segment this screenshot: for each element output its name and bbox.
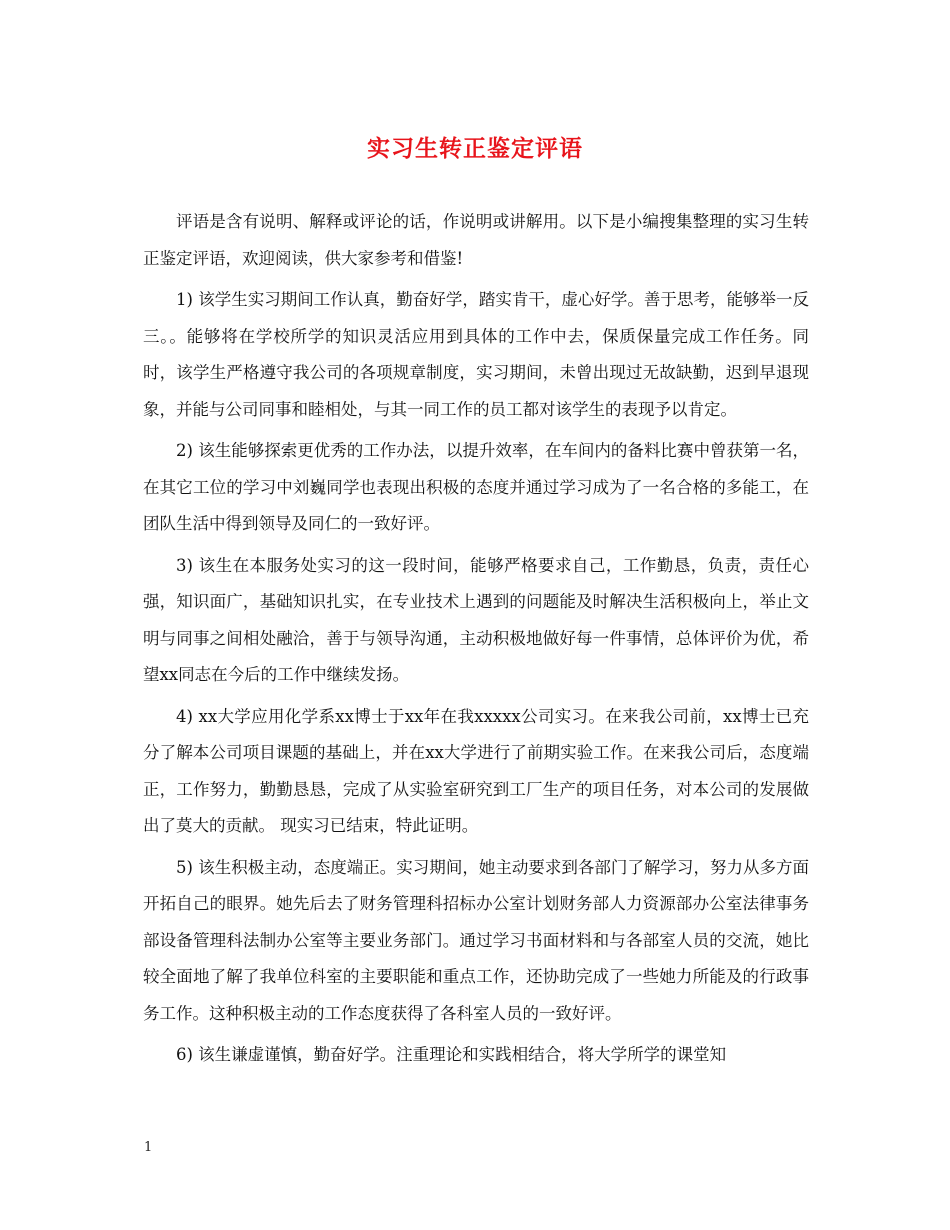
comment-paragraph-1: 1) 该学生实习期间工作认真，勤奋好学，踏实肯干，虚心好学。善于思考，能够举一反三。。能够将在学校所学的知识灵活应用到具体的工作中去，保质保量完成工作任务。同时，该学生严格遵守我公司的各项规章制度，实习期间，未曾出现过无故缺勤，迟到早退现象，并能与公司同事和睦相处，与其一同工作的员工都对该学生的表现予以肯定。: [143, 290, 809, 419]
document-body: [143, 204, 809, 1079]
comment-paragraph-4: 4) xx大学应用化学系xx博士于xx年在我xxxxx公司实习。在来我公司前，xx博士已充分了解本公司项目课题的基础上，并在xx大学进行了前期实验工作。在来我公司后，态度端正，工作努力，勤勤恳恳，完成了从实验室研究到工厂生产的项目任务，对本公司的发展做出了莫大的贡献。 现实习已结束，特此证明。: [143, 706, 809, 835]
document-title: 实习生转正鉴定评语: [367, 135, 583, 162]
comment-paragraph-3: 3) 该生在本服务处实习的这一段时间，能够严格要求自己，工作勤恳，负责，责任心强，知识面广，基础知识扎实，在专业技术上遇到的问题能及时解决生活积极向上，举止文明与同事之间相处融洽，善于与领导沟通，主动积极地做好每一件事情，总体评价为优，希望xx同志在今后的工作中继续发扬。: [143, 555, 809, 684]
comment-paragraph-5: 5) 该生积极主动，态度端正。实习期间，她主动要求到各部门了解学习，努力从多方面开拓自己的眼界。她先后去了财务管理科招标办公室计划财务部人力资源部办公室法律事务部设备管理科法制办公室等主要业务部门。通过学习书面材料和与各部室人员的交流，她比较全面地了解了我单位科室的主要职能和重点工作，还协助完成了一些她力所能及的行政事务工作。这种积极主动的工作态度获得了各科室人员的一致好评。: [143, 857, 809, 1023]
comment-paragraph-2: 2) 该生能够探索更优秀的工作办法，以提升效率，在车间内的备料比赛中曾获第一名，在其它工位的学习中刘巍同学也表现出积极的态度并通过学习成为了一名合格的多能工，在团队生活中得到领导及同仁的一致好评。: [143, 441, 809, 533]
page-number: 1: [144, 1140, 153, 1155]
comment-paragraph-6: 6) 该生谦虚谨慎，勤奋好学。注重理论和实践相结合，将大学所学的课堂知: [176, 1045, 727, 1064]
intro-paragraph: 评语是含有说明、解释或评论的话，作说明或讲解用。以下是小编搜集整理的实习生转正鉴定评语，欢迎阅读，供大家参考和借鉴!: [143, 212, 809, 268]
